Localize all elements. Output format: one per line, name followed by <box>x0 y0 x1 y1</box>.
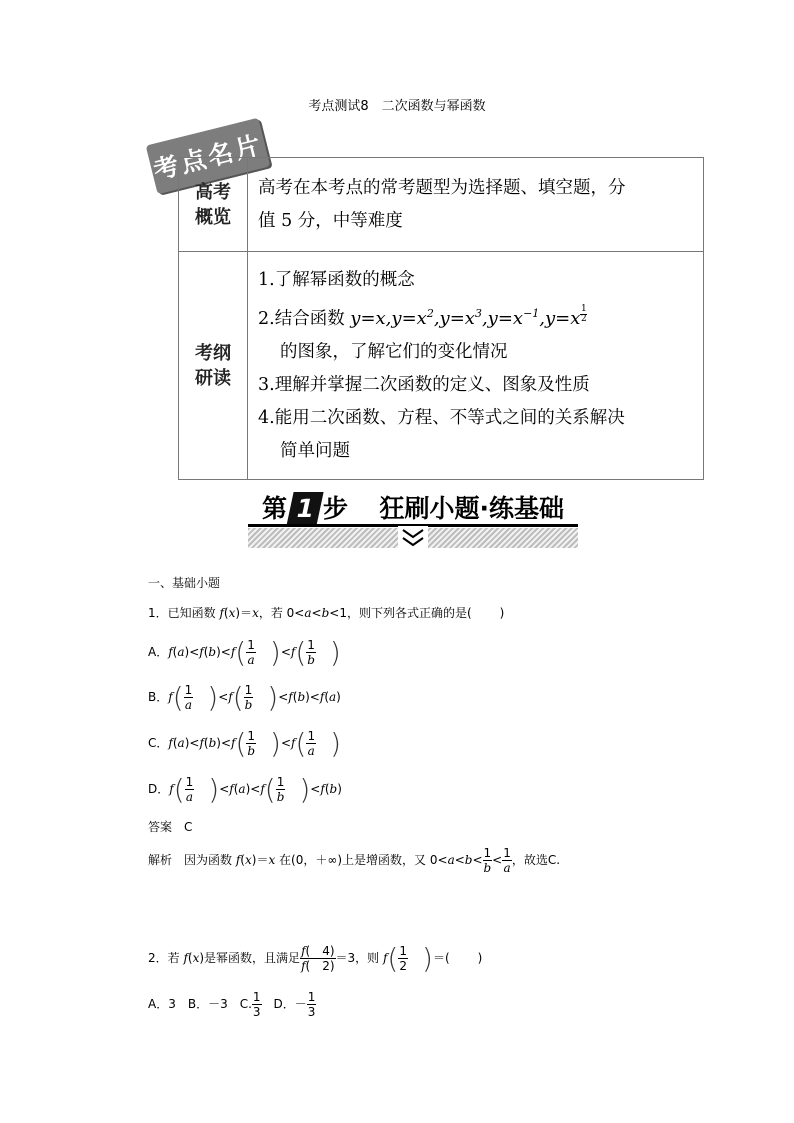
question-2-options: A．3 B．－3 C. $\frac{1}{3}$ D．－ $\frac{1}{3}$ <box>148 990 316 1019</box>
question-1-option-c: C．f(a)<f(b)<f( $\frac{1}{b}$ )<f( $\frac{1}{a}$ ) <box>148 727 342 760</box>
overview-label <box>179 158 248 252</box>
question-1-option-d: D．f( $\frac{1}{a}$ )<f(a)<f( $\frac{1}{b}$ )<f(b) <box>148 773 342 806</box>
syllabus-item-2 <box>258 297 697 336</box>
syllabus-item-2-cont: 的图象，了解它们的变化情况 <box>280 341 508 362</box>
syllabus-label-text: 考纲 研读 <box>195 342 231 389</box>
overview-line-1: 高考在本考点的常考题型为选择题、填空题，分 <box>258 177 626 198</box>
section-stamp: 考点名片 <box>146 118 271 195</box>
answer-value: C <box>184 820 193 834</box>
step-number-badge: 1 <box>286 492 323 526</box>
banner-title <box>248 492 578 526</box>
syllabus-item-2-prefix: 2.结合函数 <box>258 308 345 329</box>
function-list-formula: $y=x,y=x^2,y=x^3,y=x^{-1},y=x$ $\frac{1}{2}$ <box>350 303 587 329</box>
overview-label-text: 高考 概览 <box>195 181 231 228</box>
banner-subtitle: 狂刷小题·练基础 <box>379 494 564 523</box>
question-1-analysis: 解析 因为函数 f(x)＝x 在(0，＋∞)上是增函数，又 0<a<b< $\frac{1}{b}$ < $\frac{1}{a}$ ，故选C. <box>148 846 561 875</box>
syllabus-item-3: 3.理解并掌握二次函数的定义、图象及性质 <box>258 374 590 395</box>
question-1-option-a: A．f(a)<f(b)<f( $\frac{1}{a}$ )<f( $\frac{1}{b}$ ) <box>148 636 341 669</box>
section-title: 一、基础小题 <box>148 576 221 590</box>
question-1-answer <box>148 818 192 835</box>
question-1-option-b: B．f( $\frac{1}{a}$ )<f( $\frac{1}{b}$ )<f(b)<f(a) <box>148 681 341 714</box>
analysis-label: 解析 <box>148 853 173 867</box>
banner-pre: 第 <box>262 494 288 523</box>
banner-post: 步 <box>323 494 349 523</box>
syllabus-item-4: 4.能用二次函数、方程、不等式之间的关系解决 <box>258 407 625 428</box>
syllabus-label <box>179 252 248 480</box>
question-2-stem: 2．若 f(x)是幂函数，且满足 $\frac{f( 4)}{f( 2)}$ ＝3，则 f( $\frac{1}{2}$ )＝( ) <box>148 942 483 975</box>
exam-info-table <box>178 157 704 480</box>
syllabus-item-1: 1.了解幂函数的概念 <box>258 269 415 290</box>
overview-line-2: 值 5 分，中等难度 <box>258 210 403 231</box>
question-1-stem: 1．已知函数 f(x)＝x，若 0<a<b<1，则下列各式正确的是( ) <box>148 606 505 620</box>
overview-content <box>248 158 704 252</box>
syllabus-item-4-cont: 简单问题 <box>280 440 350 461</box>
answer-label: 答案 <box>148 820 173 834</box>
page-header: 考点测试8 二次函数与幂函数 <box>308 99 486 114</box>
double-chevron-down-icon <box>398 526 428 550</box>
step-banner <box>248 492 578 556</box>
syllabus-content <box>248 252 704 480</box>
